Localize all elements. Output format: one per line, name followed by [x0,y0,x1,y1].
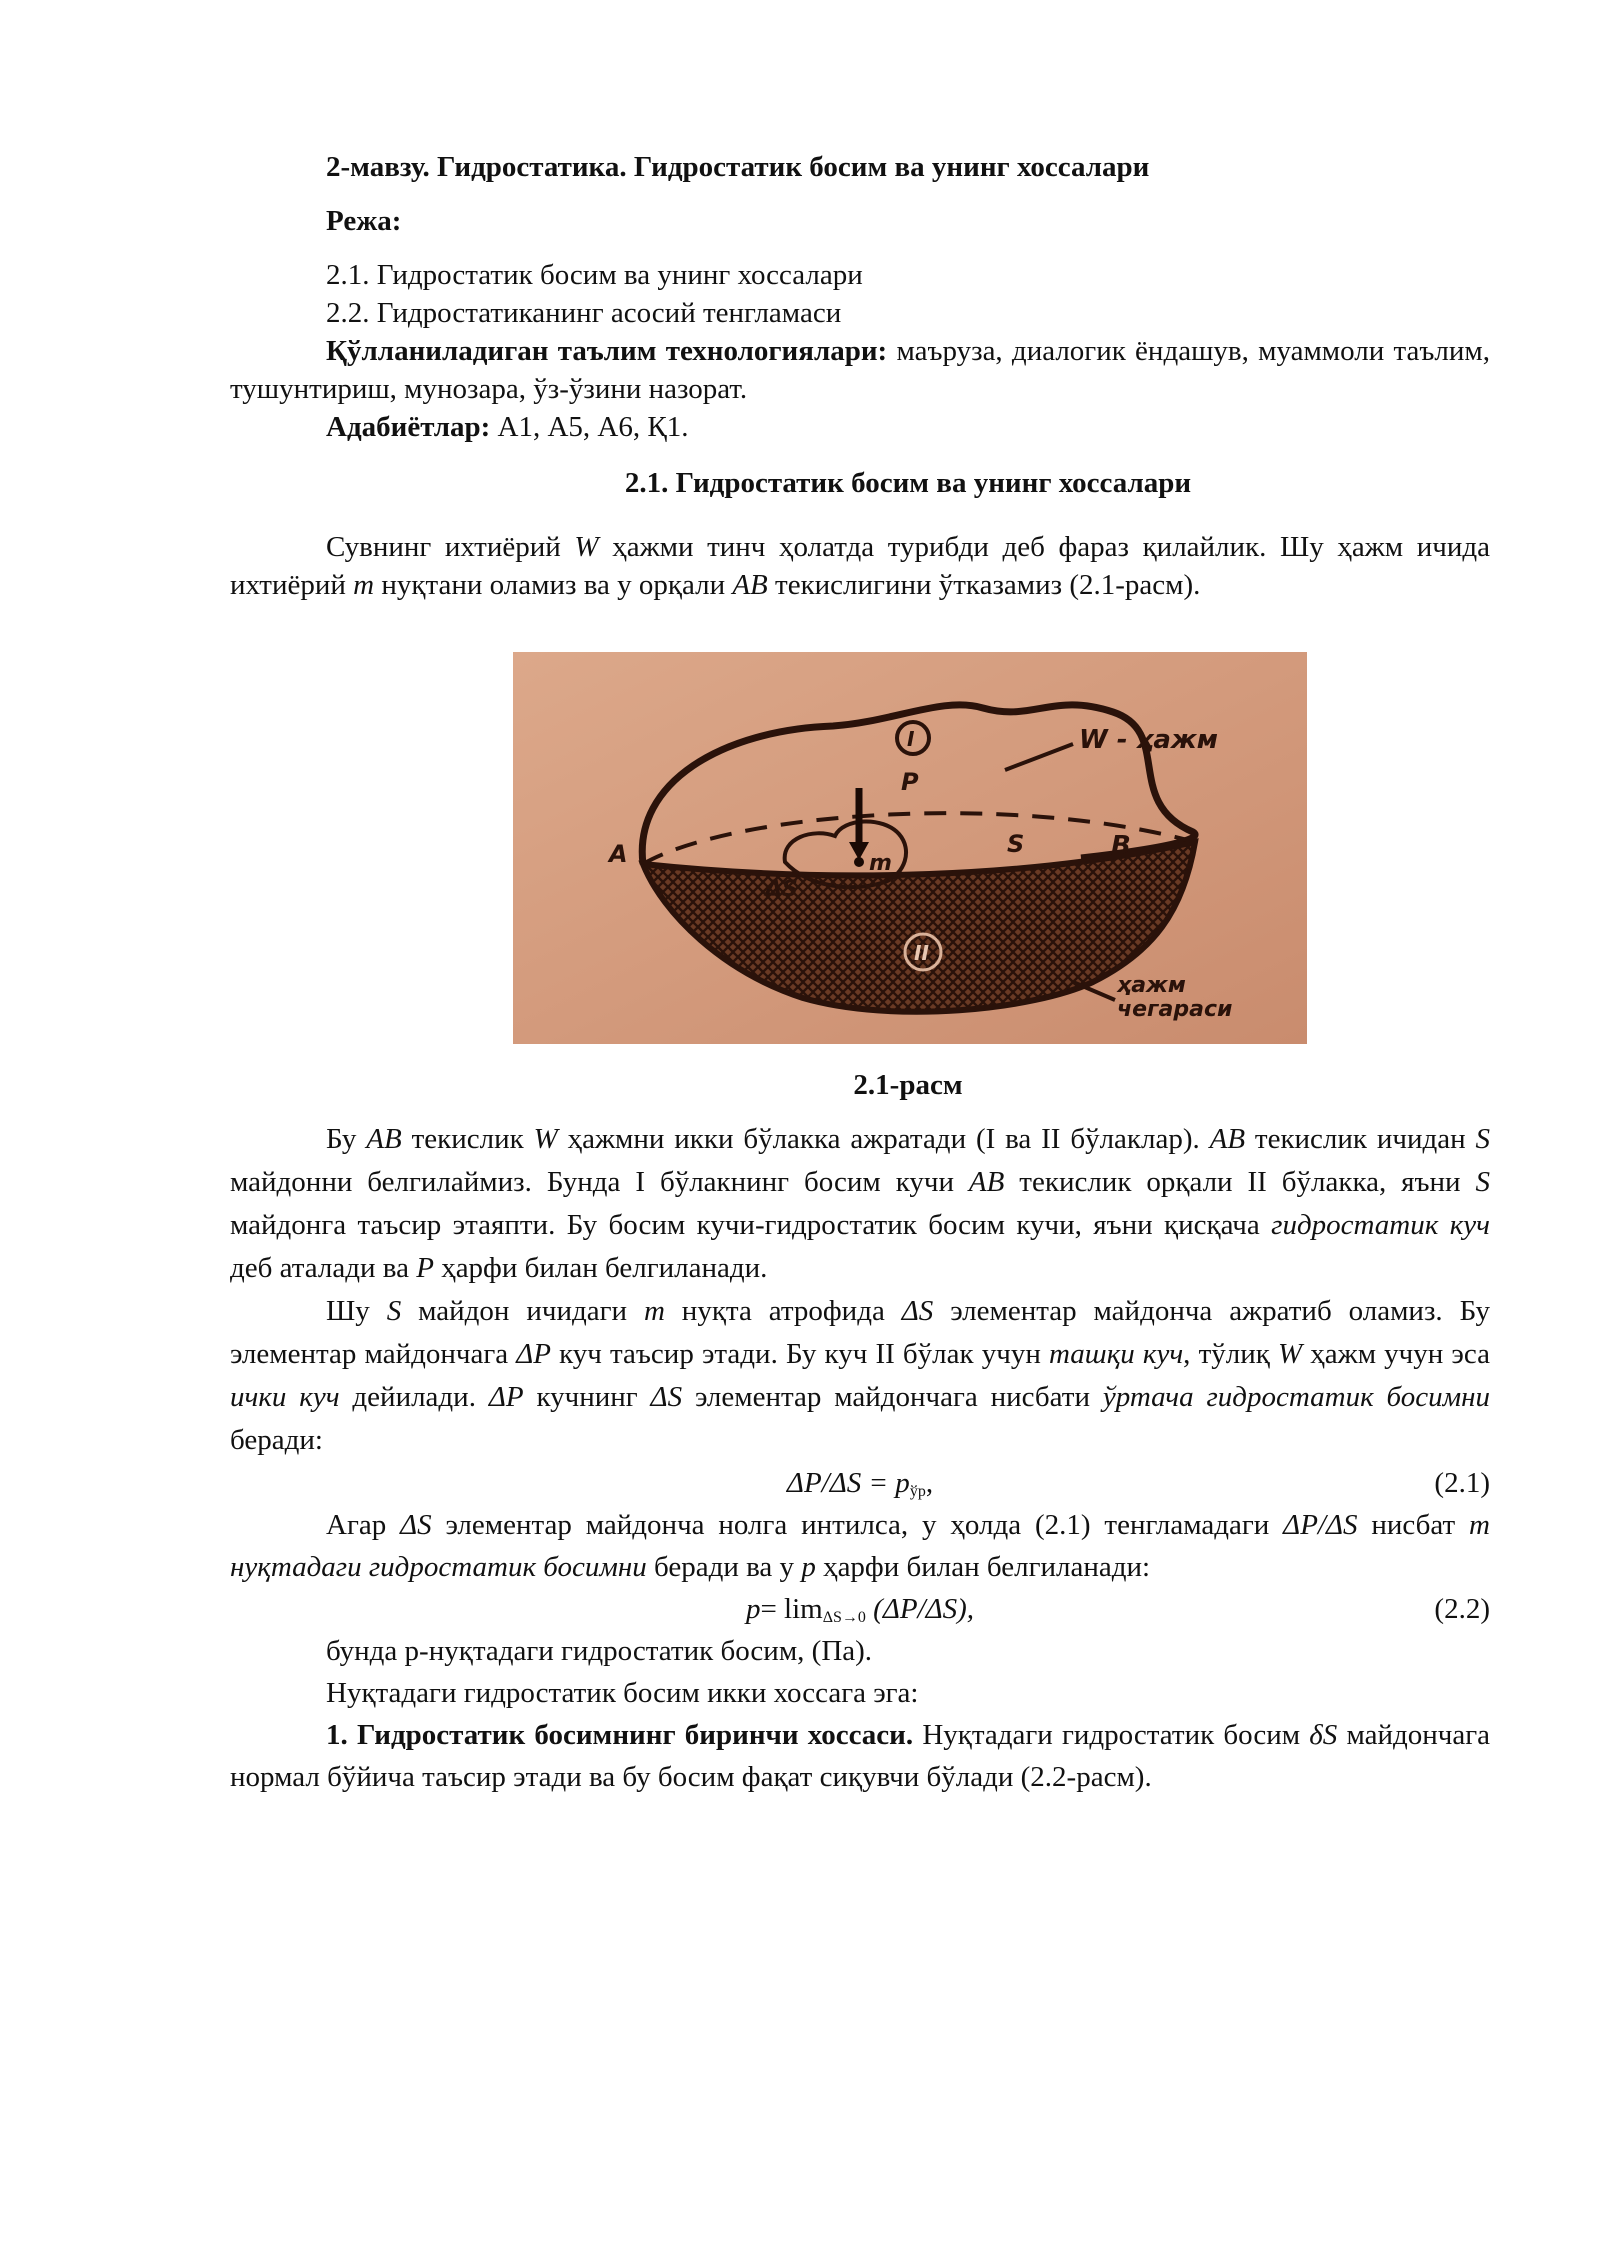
formula-2-2-expression: $p= \lim_{\Delta S\to 0} (\Delta P/\Delta S)$, [745,1593,975,1626]
label-volume-boundary-2: чегараси [1117,997,1233,1022]
formula-2-1-expression: $\Delta P/\Delta S = p_{ўр}$, [786,1467,934,1500]
figure-caption: 2.1-расм [853,1069,963,1101]
formula-2-1 [230,1462,1490,1504]
hydrostatic-volume-drawing [513,652,1307,1044]
label-s: S [1007,830,1025,858]
label-part-one: I [907,727,915,751]
figure-2-1 [513,652,1307,1044]
paragraph-7: 1. Гидростатик босимнинг биринчи хоссаси. Нуқтадаги гидростатик босим δS майдончага нормал бўйича таъсир этади ва бу босим фақат сиқувчи бўлади (2.2-расм). [230,1719,1490,1793]
topic-title: 2-мавзу. Гидростатика. Гидростатик босим ва унинг хоссалари [326,151,1150,183]
formula-2-1-number: (2.1) [1434,1467,1490,1499]
label-volume-boundary-1: ҳажм [1117,973,1186,998]
technologies-text: маъруза, диалогик ёндашув, муаммоли таълим, тушунтириш, мунозара, ўз-ўзини назорат. [230,335,1490,405]
formula-2-2-number: (2.2) [1434,1593,1490,1625]
paragraph-1: Сувнинг ихтиёрий W ҳажми тинч ҳолатда турибди деб фараз қилайлик. Шу ҳажм ичида ихтиёрий m нуқтани оламиз ва у орқали AB текислигини ўтказамиз (2.1-расм). [230,531,1490,601]
document-body [230,148,1490,1798]
paragraph-3: Шу S майдон ичидаги m нуқта атрофида ΔS элементар майдонча ажратиб оламиз. Бу элементар майдончага ΔP куч таъсир этади. Бу куч II бўлак учун ташқи куч, тўлиқ W ҳажм учун эса ички куч дейилади. ΔP кучнинг ΔS элементар майдончага нисбати ўртача гидростатик босимни беради: [230,1295,1491,1456]
label-a: A [609,840,628,868]
label-m: m [869,851,892,876]
paragraph-6: Нуқтадаги гидростатик босим икки хоссага эга: [326,1677,919,1709]
paragraph-4: Агар ΔS элементар майдонча нолга интилса, у ҳолда (2.1) тенгламадаги ΔP/ΔS нисбат m нуқтадаги гидростатик босимни беради ва у p ҳарфи билан белгиланади: [230,1509,1490,1583]
plan-label: Режа: [326,205,402,237]
section-title: 2.1. Гидростатик босим ва унинг хоссалари [624,467,1192,499]
formula-2-2 [230,1588,1490,1630]
label-w-volume: W - ҳажм [1079,725,1219,755]
literature-label: Адабиётлар: [326,411,491,443]
paragraph-2: Бу AB текислик W ҳажмни икки бўлакка ажратади (I ва II бўлаклар). AB текислик ичидан S майдонни белгилаймиз. Бунда I бўлакнинг босим кучи AB текислик орқали II бўлакка, яъни S майдонга таъсир этаяпти. Бу босим кучи-гидростатик босим кучи, яъни қисқача гидростатик куч деб аталади ва Р ҳарфи билан белгиланади. [230,1123,1490,1284]
literature-text: А1, А5, А6, Қ1. [490,411,689,443]
point-m [854,857,864,867]
plan-item-1: 2.1. Гидростатик босим ва унинг хоссалари [326,259,863,291]
paragraph-5: бунда p-нуқтадаги гидростатик босим, (Па). [326,1635,873,1667]
label-part-two: II [914,941,929,965]
technologies-label: Қўлланиладиган таълим технологиялари: [326,335,888,367]
plan-item-2: 2.2. Гидростатиканинг асосий тенгламаси [326,297,842,329]
technologies-paragraph [230,332,1490,408]
label-delta-s: ΔS [765,877,798,902]
literature-paragraph [230,408,1490,446]
label-p: P [901,768,919,796]
label-b: B [1111,831,1131,861]
first-property-label: 1. Гидростатик босимнинг биринчи хоссаси. [326,1719,914,1751]
